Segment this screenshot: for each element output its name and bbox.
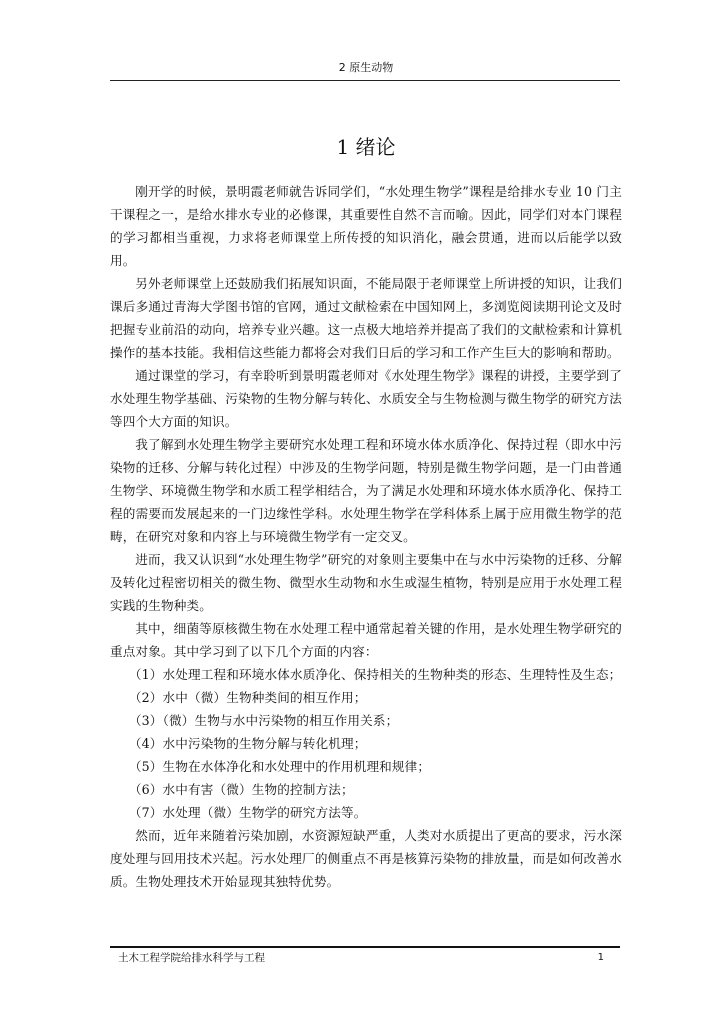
- paragraph: 我了解到水处理生物学主要研究水处理工程和环境水体水质净化、保持过程（即水中污染物的迁移、分解与转化过程）中涉及的生物学问题，特别是微生物学问题，是一门由普通生物学、环境微生物学和水质工程学相结合，为了满足水处理和环境水体水质净化、保持工程的需要而发展起来的一门边缘性学科。水处理生物学在学科体系上属于应用微生物学的范畴，在研究对象和内容上与环境微生物学有一定交叉。: [110, 437, 622, 544]
- running-header: 2 原生动物: [338, 61, 394, 74]
- footer-institution: 土木工程学院给排水科学与工程: [118, 952, 265, 964]
- paragraph: 刚开学的时候，景明霞老师就告诉同学们，“水处理生物学”课程是给排水专业 10 门主干课程之一，是给水排水专业的必修课，其重要性自然不言而喻。因此，同学们对本门课程的学习都相当重视，力求将老师课堂上所传授的知识消化，融会贯通，进而以后能学以致用。: [110, 184, 622, 268]
- list-item: （3）（微）生物与水中污染物的相互作用关系；: [128, 713, 399, 728]
- list-item: （2）水中（微）生物种类间的相互作用；: [128, 690, 367, 705]
- paragraph: 其中，细菌等原核微生物在水处理工程中通常起着关键的作用，是水处理生物学研究的重点对象。其中学习到了以下几个方面的内容：: [110, 621, 622, 659]
- list-item: （6）水中有害（微）生物的控制方法；: [128, 782, 354, 797]
- paragraph: 另外老师课堂上还鼓励我们拓展知识面，不能局限于老师课堂上所讲授的知识，让我们课后多通过青海大学图书馆的官网，通过文献检索在中国知网上，多浏览阅读期刊论文及时把握专业前沿的动向，培养专业兴趣。这一点极大地培养并提高了我们的文献检索和计算机操作的基本技能。我相信这些能力都将会对我们日后的学习和工作产生巨大的影响和帮助。: [110, 276, 622, 360]
- list-item: （7）水处理（微）生物学的研究方法等。: [128, 805, 367, 820]
- list-item: （4）水中污染物的生物分解与转化机理；: [128, 736, 367, 751]
- paragraph: 通过课堂的学习，有幸聆听到景明霞老师对《水处理生物学》课程的讲授，主要学到了水处理生物学基础、污染物的生物分解与转化、水质安全与生物检测与微生物学的研究方法等四个大方面的知识。: [110, 368, 622, 429]
- paragraph: 然而，近年来随着污染加剧，水资源短缺严重，人类对水质提出了更高的要求，污水深度处理与回用技术兴起。污水处理厂的侧重点不再是核算污染物的排放量，而是如何改善水质。生物处理技术开始显现其独特优势。: [110, 828, 622, 889]
- paragraph: 进而，我又认识到“水处理生物学”研究的对象则主要集中在与水中污染物的迁移、分解及转化过程密切相关的微生物、微型水生动物和水生或湿生植物，特别是应用于水处理工程实践的生物种类。: [110, 552, 622, 613]
- list-item: （5）生物在水体净化和水处理中的作用机理和规律；: [128, 759, 431, 774]
- chapter-title: 1 绪论: [336, 135, 396, 159]
- document-body: [110, 180, 622, 893]
- header-divider: [110, 80, 620, 81]
- footer-divider: [110, 946, 620, 948]
- list-item: （1）水处理工程和环境水体水质净化、保持相关的生物种类的形态、生理特性及生态；: [128, 667, 622, 682]
- page-number: 1: [597, 952, 604, 963]
